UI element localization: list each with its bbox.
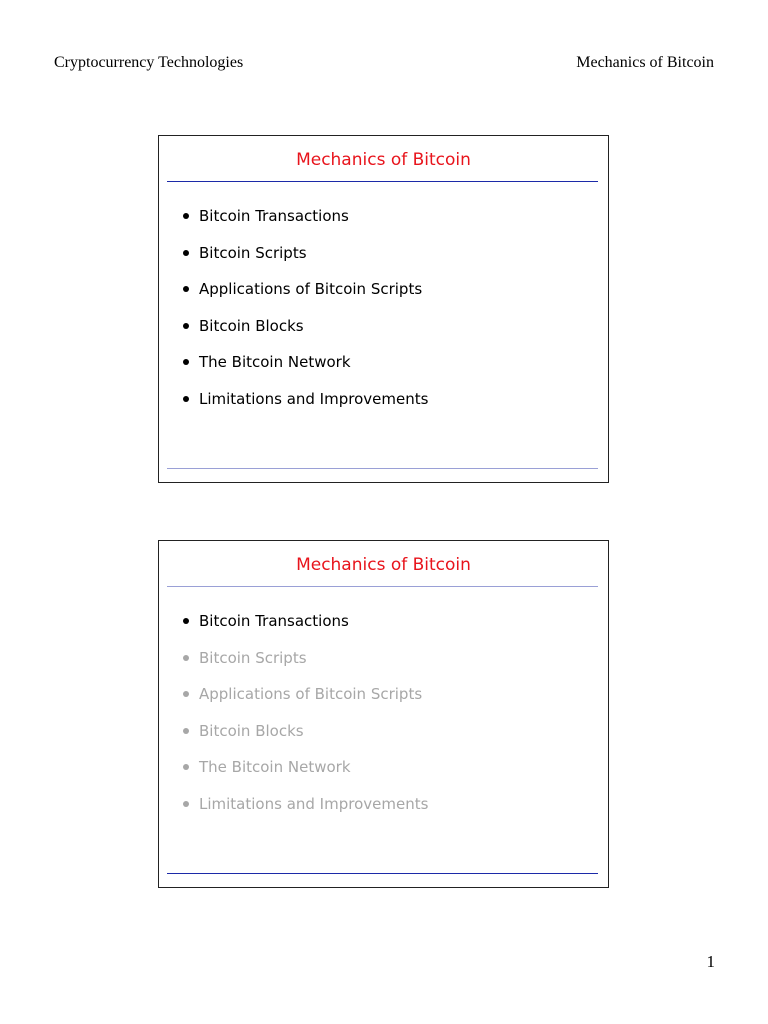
bullet-icon xyxy=(183,801,189,807)
bullet-text: Limitations and Improvements xyxy=(199,389,429,408)
bullet-item xyxy=(181,206,428,243)
bullet-icon xyxy=(183,286,189,292)
bullet-text: The Bitcoin Network xyxy=(199,758,351,777)
bullet-item xyxy=(181,389,428,426)
bullet-item-dimmed xyxy=(181,721,428,758)
bullet-item xyxy=(181,352,428,389)
bullet-text: Bitcoin Scripts xyxy=(199,648,307,667)
bullet-icon xyxy=(183,359,189,365)
slide-bottom-rule xyxy=(167,873,598,874)
bullet-text: Applications of Bitcoin Scripts xyxy=(199,280,423,299)
bullet-text: The Bitcoin Network xyxy=(199,353,351,372)
bullet-list xyxy=(181,611,428,831)
bullet-text: Bitcoin Blocks xyxy=(199,721,304,740)
bullet-icon xyxy=(183,250,189,256)
bullet-item-dimmed xyxy=(181,794,428,831)
bullet-text: Applications of Bitcoin Scripts xyxy=(199,685,423,704)
bullet-list xyxy=(181,206,428,426)
bullet-item-current xyxy=(181,611,428,648)
bullet-text: Limitations and Improvements xyxy=(199,794,429,813)
bullet-text: Bitcoin Scripts xyxy=(199,243,307,262)
bullet-icon xyxy=(183,728,189,734)
bullet-item xyxy=(181,279,428,316)
bullet-text: Bitcoin Transactions xyxy=(199,207,349,225)
document-header-left: Cryptocurrency Technologies xyxy=(54,54,244,71)
bullet-item xyxy=(181,316,428,353)
bullet-item-dimmed xyxy=(181,757,428,794)
bullet-icon xyxy=(183,396,189,402)
slide-top-rule xyxy=(167,586,598,587)
bullet-icon xyxy=(183,323,189,329)
bullet-icon xyxy=(183,213,189,219)
bullet-item-dimmed xyxy=(181,648,428,685)
slide-top-rule xyxy=(167,181,598,182)
bullet-item-dimmed xyxy=(181,684,428,721)
slide-1 xyxy=(158,135,609,483)
slide-bottom-rule xyxy=(167,468,598,469)
bullet-icon xyxy=(183,691,189,697)
slide-title: Mechanics of Bitcoin xyxy=(296,150,471,170)
document-header-right: Mechanics of Bitcoin xyxy=(576,54,714,71)
page-number: 1 xyxy=(706,952,715,971)
slide-2 xyxy=(158,540,609,888)
bullet-icon xyxy=(183,655,189,661)
bullet-icon xyxy=(183,618,189,624)
bullet-icon xyxy=(183,764,189,770)
bullet-text: Bitcoin Blocks xyxy=(199,316,304,335)
bullet-item xyxy=(181,243,428,280)
bullet-text: Bitcoin Transactions xyxy=(199,612,349,630)
slide-title: Mechanics of Bitcoin xyxy=(296,555,471,575)
